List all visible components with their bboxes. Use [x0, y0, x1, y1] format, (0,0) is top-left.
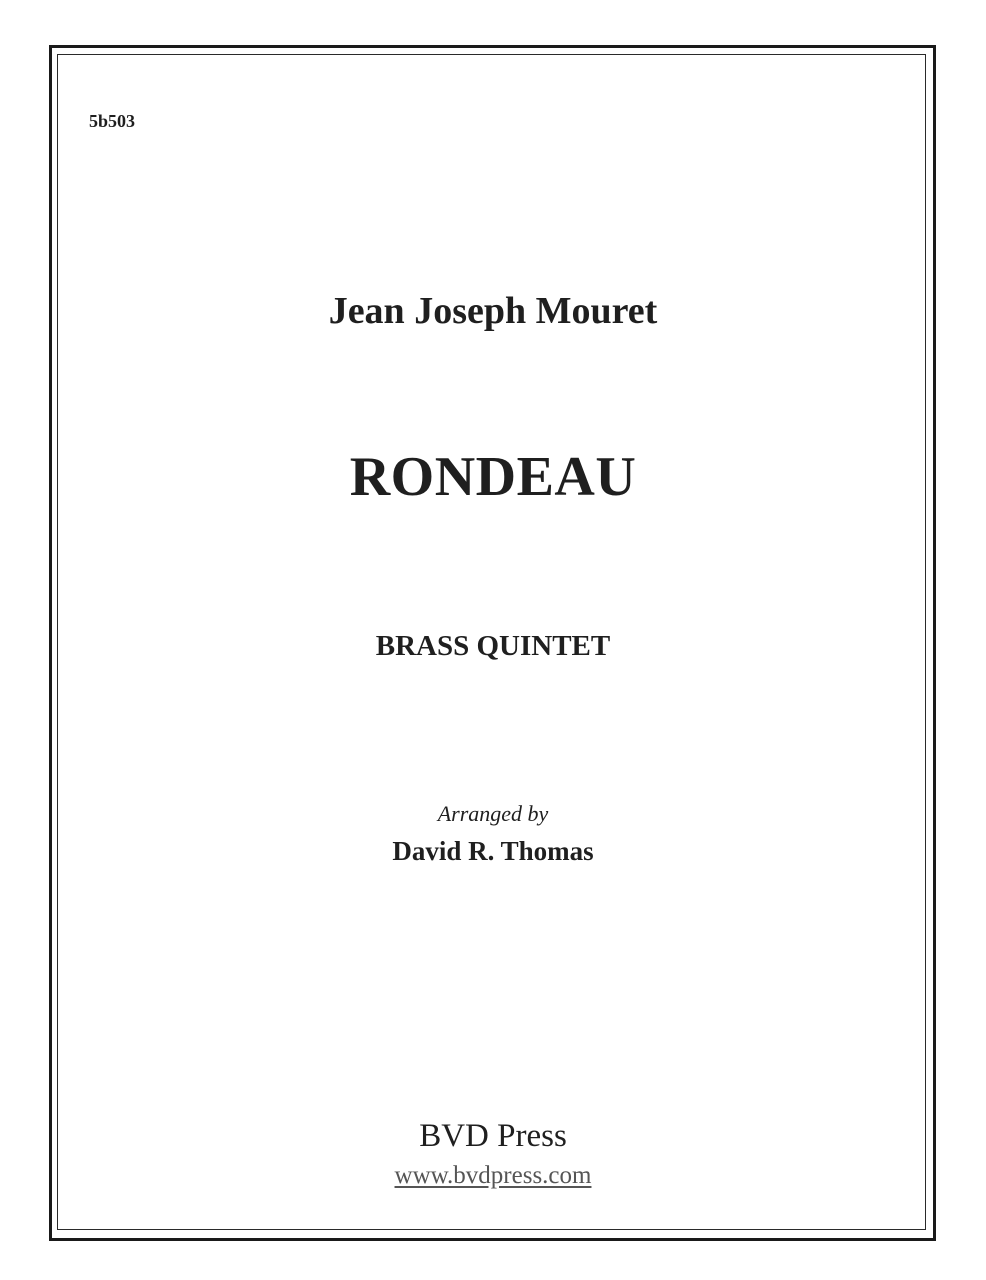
publisher-website-container — [0, 1162, 986, 1190]
arranged-by-label: Arranged by — [437, 801, 549, 826]
publisher-website-link[interactable]: www.bvdpress.com — [394, 1162, 592, 1189]
arranger-name: David R. Thomas — [392, 836, 594, 866]
catalog-number: 5b503 — [89, 111, 136, 131]
ensemble-label: BRASS QUINTET — [375, 630, 611, 662]
publisher-name: BVD Press — [419, 1118, 567, 1154]
piece-title: RONDEAU — [349, 446, 637, 508]
composer-name: Jean Joseph Mouret — [328, 290, 658, 332]
